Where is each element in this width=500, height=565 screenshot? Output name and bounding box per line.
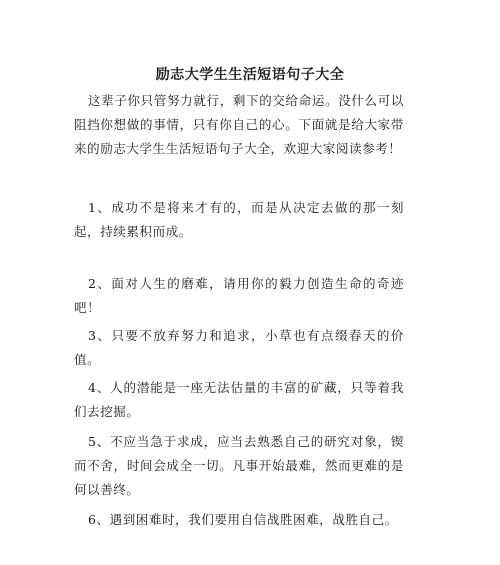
list-item-text: 4、人的潜能是一座无法估量的丰富的矿藏，只等着我们去挖掘。 xyxy=(74,380,404,419)
list-item-text: 5、不应当急于求成，应当去熟悉自己的研究对象，锲而不舍，时间会成全一切。凡事开始最难，然而更难的是何以善终。 xyxy=(74,434,404,497)
list-item-text: 3、只要不放弃努力和追求，小草也有点缀春天的价值。 xyxy=(74,328,404,367)
list-item xyxy=(74,508,404,532)
list-item-text: 2、面对人生的磨难，请用你的毅力创造生命的奇迹吧！ xyxy=(74,276,404,315)
list-item xyxy=(74,196,404,244)
list-item xyxy=(74,324,404,372)
intro-paragraph: 这辈子你只管努力就行，剩下的交给命运。没什么可以阻挡你想做的事情，只有你自己的心。下面就是给大家带来的励志大学生生活短语句子大全，欢迎大家阅读参考！ xyxy=(74,93,404,156)
list-item xyxy=(74,376,404,424)
list-item xyxy=(74,430,404,502)
list-item xyxy=(74,272,404,320)
list-item-text: 1、成功不是将来才有的，而是从决定去做的那一刻起，持续累积而成。 xyxy=(74,200,404,239)
list-item-text: 6、遇到困难时，我们要用自信战胜困难，战胜自己。 xyxy=(88,512,398,527)
document-title: 励志大学生生活短语句子大全 xyxy=(155,67,345,83)
